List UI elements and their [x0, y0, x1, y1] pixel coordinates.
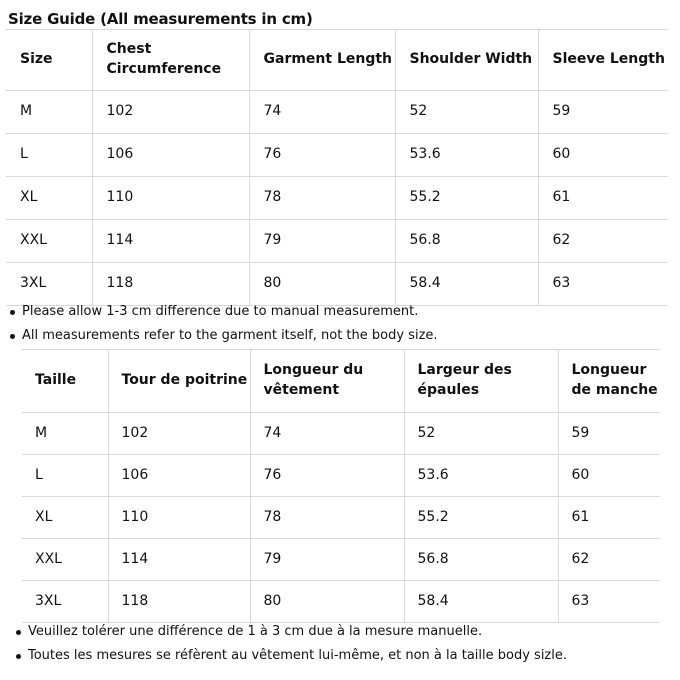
cell-sleeve-length: 61: [538, 177, 668, 220]
table-row: [6, 91, 668, 134]
column-header-chest: Chest Circumference: [92, 30, 249, 91]
column-header-tour-de-poitrine: Tour de poitrine: [108, 350, 250, 413]
cell-largeur-epaules: 53.6: [404, 455, 558, 497]
cell-garment-length: 80: [249, 263, 395, 306]
cell-largeur-epaules: 55.2: [404, 497, 558, 539]
cell-longueur-vetement: 78: [250, 497, 404, 539]
cell-size: L: [6, 134, 92, 177]
table-row: [6, 177, 668, 220]
cell-taille: XL: [22, 497, 108, 539]
note-item: Toutes les mesures se réfèrent au vêtement lui-même, et non à la taille body sizle.: [14, 644, 567, 668]
table-row: [6, 220, 668, 263]
cell-taille: L: [22, 455, 108, 497]
column-header-garment-length: Garment Length: [249, 30, 395, 91]
cell-size: M: [6, 91, 92, 134]
cell-sleeve-length: 62: [538, 220, 668, 263]
cell-taille: 3XL: [22, 581, 108, 623]
cell-taille: M: [22, 413, 108, 455]
column-header-size: Size: [6, 30, 92, 91]
cell-sleeve-length: 59: [538, 91, 668, 134]
table-row: [22, 455, 660, 497]
cell-tour-de-poitrine: 106: [108, 455, 250, 497]
size-table-french: [22, 349, 660, 623]
note-item: Veuillez tolérer une différence de 1 à 3 cm due à la mesure manuelle.: [14, 620, 567, 644]
cell-garment-length: 76: [249, 134, 395, 177]
column-header-longueur-manche: Longueur de manche: [558, 350, 660, 413]
table-header-row: [22, 350, 660, 413]
cell-chest: 106: [92, 134, 249, 177]
table-row: [22, 413, 660, 455]
cell-longueur-manche: 59: [558, 413, 660, 455]
cell-tour-de-poitrine: 118: [108, 581, 250, 623]
cell-largeur-epaules: 56.8: [404, 539, 558, 581]
cell-chest: 118: [92, 263, 249, 306]
page-title: Size Guide (All measurements in cm): [8, 10, 313, 28]
cell-size: XXL: [6, 220, 92, 263]
column-header-longueur-vetement: Longueur du vêtement: [250, 350, 404, 413]
cell-longueur-vetement: 76: [250, 455, 404, 497]
cell-longueur-vetement: 74: [250, 413, 404, 455]
cell-shoulder-width: 58.4: [395, 263, 538, 306]
cell-shoulder-width: 56.8: [395, 220, 538, 263]
cell-size: 3XL: [6, 263, 92, 306]
table-header-row: [6, 30, 668, 91]
cell-longueur-manche: 63: [558, 581, 660, 623]
notes-english: [8, 300, 438, 348]
cell-chest: 114: [92, 220, 249, 263]
cell-taille: XXL: [22, 539, 108, 581]
cell-chest: 110: [92, 177, 249, 220]
note-item: Please allow 1-3 cm difference due to manual measurement.: [8, 300, 438, 324]
note-item: All measurements refer to the garment itself, not the body size.: [8, 324, 438, 348]
column-header-taille: Taille: [22, 350, 108, 413]
cell-longueur-manche: 61: [558, 497, 660, 539]
column-header-shoulder-width: Shoulder Width: [395, 30, 538, 91]
cell-garment-length: 74: [249, 91, 395, 134]
cell-size: XL: [6, 177, 92, 220]
cell-longueur-vetement: 80: [250, 581, 404, 623]
notes-french: [14, 620, 567, 668]
column-header-largeur-epaules: Largeur des épaules: [404, 350, 558, 413]
cell-shoulder-width: 52: [395, 91, 538, 134]
cell-tour-de-poitrine: 110: [108, 497, 250, 539]
table-row: [22, 497, 660, 539]
cell-tour-de-poitrine: 114: [108, 539, 250, 581]
cell-longueur-manche: 62: [558, 539, 660, 581]
cell-largeur-epaules: 52: [404, 413, 558, 455]
cell-sleeve-length: 63: [538, 263, 668, 306]
cell-sleeve-length: 60: [538, 134, 668, 177]
cell-longueur-manche: 60: [558, 455, 660, 497]
cell-largeur-epaules: 58.4: [404, 581, 558, 623]
cell-garment-length: 78: [249, 177, 395, 220]
table-row: [22, 539, 660, 581]
size-table-english: [6, 29, 668, 306]
cell-chest: 102: [92, 91, 249, 134]
cell-shoulder-width: 55.2: [395, 177, 538, 220]
column-header-sleeve-length: Sleeve Length: [538, 30, 668, 91]
cell-garment-length: 79: [249, 220, 395, 263]
table-row: [22, 581, 660, 623]
cell-shoulder-width: 53.6: [395, 134, 538, 177]
cell-longueur-vetement: 79: [250, 539, 404, 581]
table-row: [6, 134, 668, 177]
cell-tour-de-poitrine: 102: [108, 413, 250, 455]
